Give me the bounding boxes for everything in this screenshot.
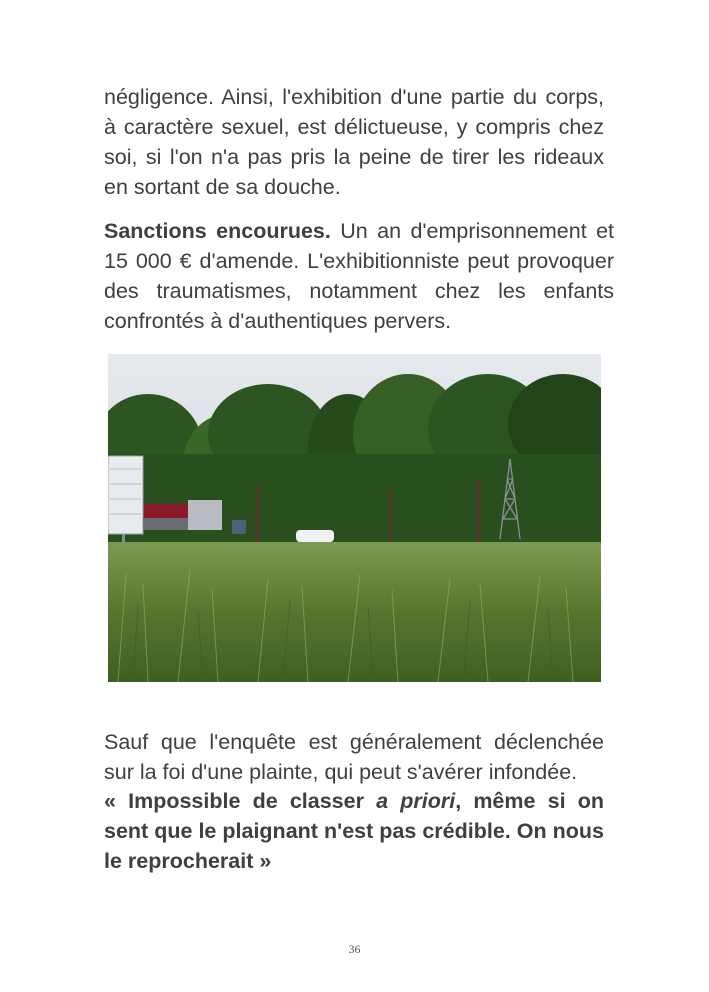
- page-number: 36: [348, 942, 361, 956]
- sanctions-text: Un an d'emprisonnement et 15 000 € d'amende. L'exhibitionniste peut provoquer des traumatismes, notamment chez les enfants confrontés à d'authentiques pervers.: [104, 219, 614, 333]
- quote-part-1: « Impossible de classer: [104, 789, 377, 813]
- paragraph-intro: négligence. Ainsi, l'exhibition d'une partie du corps, à caractère sexuel, est délictueuse, y compris chez soi, si l'on n'a pas pris la peine de tirer les rideaux en sortant de sa douche.: [104, 85, 604, 199]
- quote-paragraph: [104, 786, 604, 876]
- quote-italic: a priori: [376, 789, 456, 813]
- sanctions-heading: Sanctions encourues.: [104, 219, 331, 243]
- quote-part-2: , même si on sent que le plaignant n'est pas crédible. On nous le reprocherait »: [104, 789, 604, 873]
- paragraph-sanctions: [104, 216, 614, 336]
- paragraph-enquete: Sauf que l'enquête est généralement déclenchée sur la foi d'une plainte, qui peut s'avérer infondée.: [104, 730, 604, 784]
- landscape-photo: [108, 354, 601, 682]
